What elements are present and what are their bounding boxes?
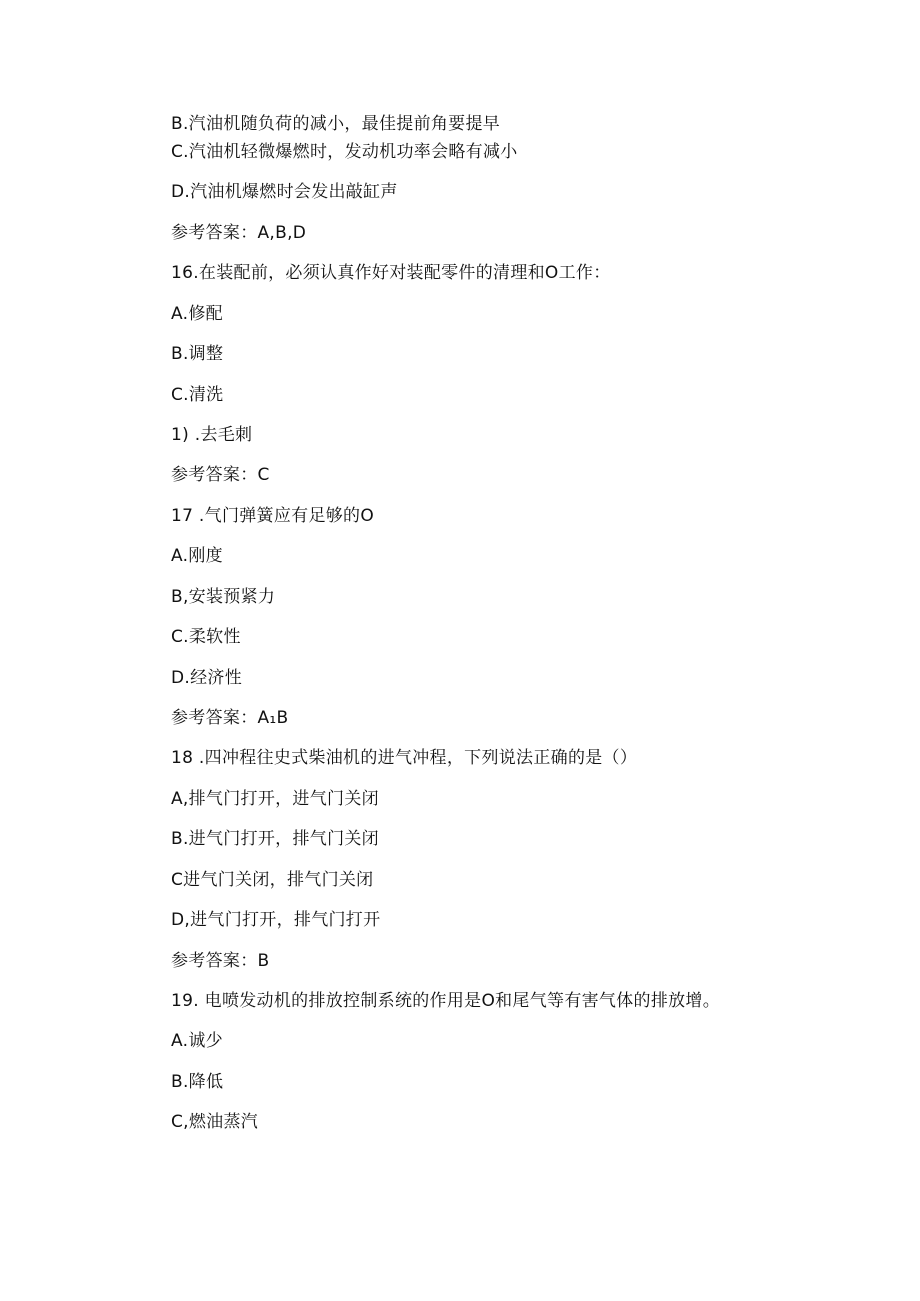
question-18: 18 .四冲程往史式柴油机的进气冲程，下列说法正确的是（）	[171, 748, 638, 768]
option-d-line: D.汽油机爆燃时会发出敲缸声	[171, 182, 398, 202]
option-c-line: C.汽油机轻微爆燃时，发动机功率会略有减小	[171, 142, 518, 162]
option-c-line: C进气门关闭，排气门关闭	[171, 870, 374, 890]
option-a-line: A,排气门打开，进气门关闭	[171, 789, 379, 809]
answer-line: 参考答案：A,B,D	[171, 223, 307, 243]
answer-line: 参考答案：A₁B	[171, 708, 289, 728]
option-b-line: B.降低	[171, 1072, 224, 1092]
option-a-line: A.修配	[171, 304, 223, 324]
option-c-line: C,燃油蒸汽	[171, 1112, 259, 1132]
option-c-line: C.柔软性	[171, 627, 241, 647]
option-b-line: B.汽油机随负荷的减小，最佳提前角要提早	[171, 114, 501, 134]
option-c-line: C.清洗	[171, 385, 224, 405]
option-b-line: B.调整	[171, 344, 224, 364]
option-b-line: B.进气门打开，排气门关闭	[171, 829, 379, 849]
option-a-line: A.诚少	[171, 1031, 223, 1051]
question-16: 16.在装配前，必须认真作好对装配零件的清理和O工作：	[171, 263, 611, 283]
answer-line: 参考答案：C	[171, 465, 270, 485]
option-b-line: B,安装预紧力	[171, 587, 276, 607]
answer-line: 参考答案：B	[171, 951, 270, 971]
question-19: 19. 电喷发动机的排放控制系统的作用是O和尾气等有害气体的排放增。	[171, 991, 721, 1011]
option-d-line: D,进气门打开，排气门打开	[171, 910, 381, 930]
option-d-line: 1) .去毛刺	[171, 425, 253, 445]
question-17: 17 .气门弹簧应有足够的O	[171, 506, 375, 526]
option-a-line: A.刚度	[171, 546, 223, 566]
option-d-line: D.经济性	[171, 668, 242, 688]
